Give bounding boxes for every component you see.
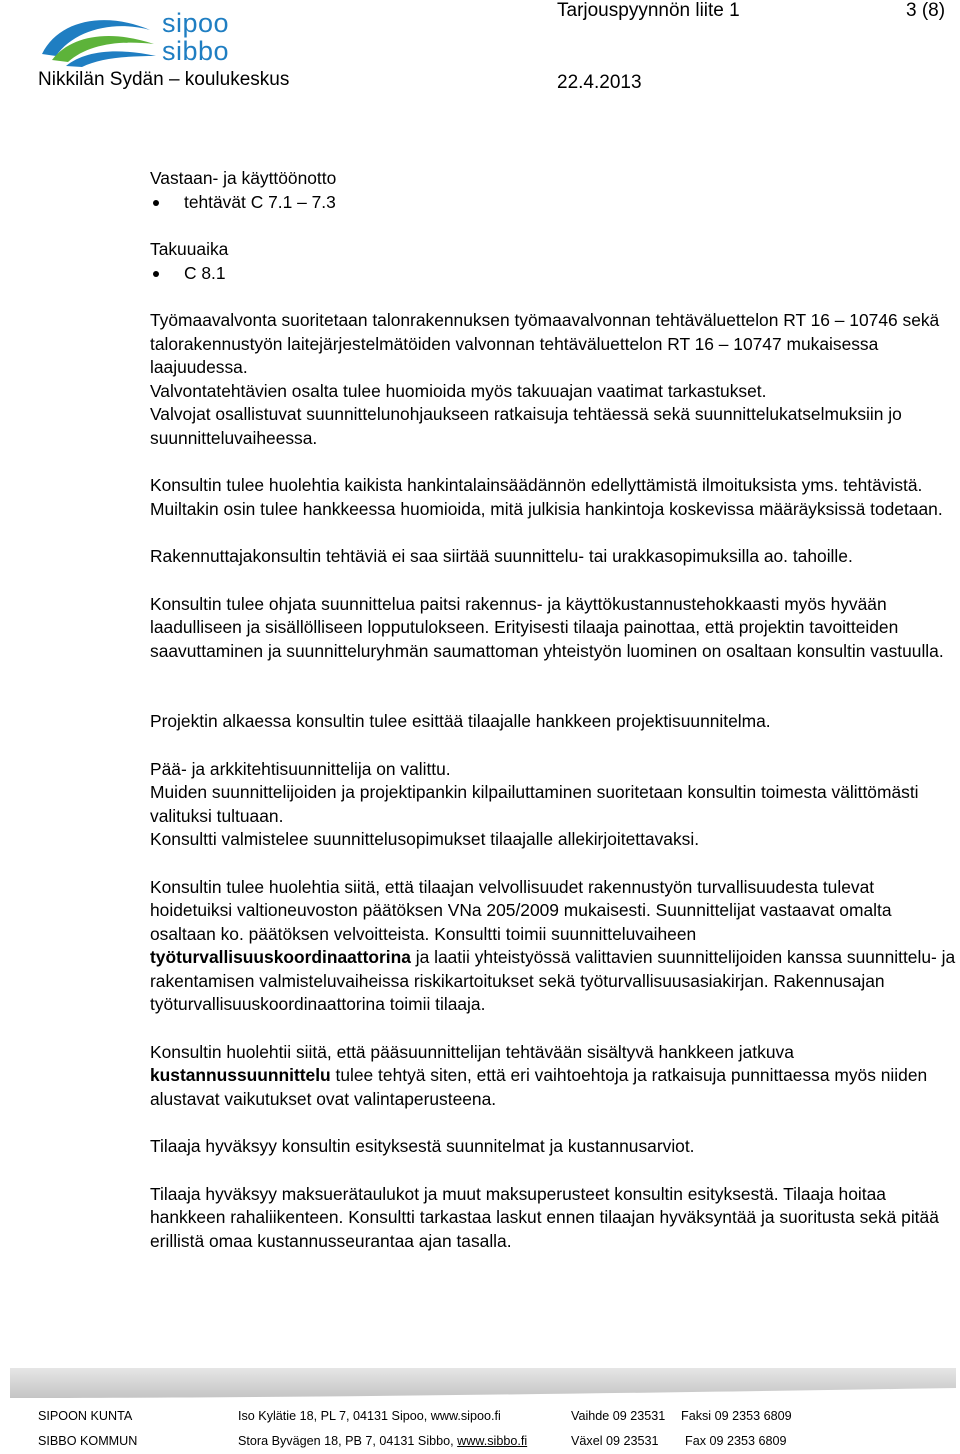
footer-name-sv: SIBBO KOMMUN xyxy=(38,1434,138,1448)
paragraph-paasuunnittelija: Pää- ja arkkitehtisuunnittelija on valittu. xyxy=(150,758,451,779)
bullet-list-takuuaika xyxy=(150,262,956,286)
bold-term: työturvallisuuskoordinaattorina xyxy=(150,947,411,967)
bullet-item: C 8.1 xyxy=(150,262,956,286)
paragraph-siirto: Rakennuttajakonsultin tehtäviä ei saa siirtää suunnittelu- tai urakkasopimuksilla ao. tahoille. xyxy=(150,546,853,566)
footer-fax-fi: Faksi 09 2353 6809 xyxy=(681,1409,792,1423)
text-run: ja laatii yhteistyössä valittavien suunnittelijoiden kanssa suunnittelu- ja rakentamisen valmisteluvaiheissa riskikartoitukset sekä työturvallisuusasiakirjan. Rakennusajan työturvallisuuskoordinaattorina toimii tilaaja. xyxy=(150,947,956,1014)
project-name: Nikkilän Sydän – koulukeskus xyxy=(38,69,290,90)
text-run: Konsultin huolehtii siitä, että pääsuunnittelijan tehtävään sisältyvä hankkeen jatkuva xyxy=(150,1041,794,1062)
sipoo-sibbo-logo xyxy=(38,6,238,68)
page-number: 3 (8) xyxy=(906,0,946,21)
text-run: Konsultin tulee huolehtia siitä, että tilaajan velvollisuudet rakennustyön turvallisuudesta tulevat hoidetuiksi valtioneuvoston päätöksen VNa 205/2009 mukaisesti. Suunnittelijat vastaavat omalta osaltaan ko. päätöksen velvoitteista. Konsultti toimii suunnitteluvaiheen xyxy=(150,876,892,944)
heading-takuuaika: Takuuaika xyxy=(150,239,229,259)
document-date: 22.4.2013 xyxy=(557,72,642,93)
paragraph-valvojat: Valvojat osallistuvat suunnittelunohjaukseen ratkaisuja tehtäessä sekä suunnittelukatselmuksiin jo suunnitteluvaiheessa. xyxy=(150,404,902,448)
paragraph-ohjaus: Konsultin tulee ohjata suunnittelua paitsi rakennus- ja käyttökustannustehokkaasti myös hyvään laadulliseen ja sisällölliseen lopputulokseen. Erityisesti tilaaja painottaa, että projektin tavoitteiden saavuttaminen ja suunnitteluryhmän saumattoman yhteistyön luominen on osaltaan konsultin vastuulla. xyxy=(150,593,944,661)
text-run: tulee tehtyä siten, että eri vaihtoehtoja ja ratkaisuja punnittaessa myös niiden alustavat vaikutukset ovat valintaperusteena. xyxy=(150,1065,928,1109)
paragraph-hankintalaki: Konsultin tulee huolehtia kaikista hankintalainsäädännön edellyttämistä ilmoituksista yms. tehtävistä. Muiltakin osin tulee hankkeessa huomioida, mitä julkisia hankintoja koskevissa määräyksissä todetaan. xyxy=(150,475,943,519)
footer-address-text: Stora Byvägen 18, PB 7, 04131 Sibbo, xyxy=(238,1434,458,1448)
logo-text-sipoo: sipoo xyxy=(162,8,230,38)
logo-text-sibbo: sibbo xyxy=(162,36,230,66)
document-title: Tarjouspyynnön liite 1 xyxy=(557,0,740,21)
bullet-item: tehtävät C 7.1 – 7.3 xyxy=(150,191,956,215)
footer-phone-sv: Växel 09 23531 xyxy=(571,1434,659,1448)
logo-swoosh-icon xyxy=(38,10,160,68)
footer-address-sv xyxy=(238,1434,527,1449)
footer-fax-sv: Fax 09 2353 6809 xyxy=(685,1434,787,1448)
footer-website-link[interactable]: www.sibbo.fi xyxy=(457,1434,528,1448)
paragraph-kustannussuunnittelu xyxy=(150,1041,956,1112)
paragraph-maksuerat: Tilaaja hyväksyy maksuerätaulukot ja muut maksuperusteet konsultin esityksestä. Tilaaja hoitaa hankkeen rahaliikenteen. Konsultti tarkastaa laskut ennen tilaajan hyväksyntää ja suoritusta sekä pitää erillistä omaa kustannusseurantaa ajan tasalla. xyxy=(150,1183,939,1251)
bullet-list-vastaanotto xyxy=(150,191,956,215)
paragraph-valvontatehtavat: Valvontatehtävien osalta tulee huomioida myös takuuajan vaatimat tarkastukset. xyxy=(150,380,767,401)
paragraph-kilpailutus: Muiden suunnittelijoiden ja projektipankin kilpailuttaminen suoritetaan konsultin toimesta välittömästi valituksi tultuaan. xyxy=(150,782,919,826)
heading-vastaanotto: Vastaan- ja käyttöönotto xyxy=(150,168,337,188)
paragraph-turvallisuus xyxy=(150,876,956,1017)
paragraph-hyvaksynta: Tilaaja hyväksyy konsultin esityksestä suunnitelmat ja kustannusarviot. xyxy=(150,1136,695,1156)
paragraph-sopimukset: Konsultti valmistelee suunnittelusopimukset tilaajalle allekirjoitettavaksi. xyxy=(150,829,700,849)
paragraph-tyomaavalvonta: Työmaavalvonta suoritetaan talonrakennuksen työmaavalvonnan tehtäväluettelon RT 16 – 10746 sekä talorakennustyön laitejärjestelmätöiden valvonnan tehtäväluettelon RT 16 – 10747 mukaisessa laajuudessa. xyxy=(150,310,940,377)
footer-phone-fi: Vaihde 09 23531 xyxy=(571,1409,666,1423)
paragraph-projektisuunnitelma: Projektin alkaessa konsultin tulee esittää tilaajalle hankkeen projektisuunnitelma. xyxy=(150,711,771,731)
bold-term: kustannussuunnittelu xyxy=(150,1065,331,1085)
footer-name-fi: SIPOON KUNTA xyxy=(38,1409,133,1423)
document-body xyxy=(150,167,956,1253)
footer-address-fi: Iso Kylätie 18, PL 7, 04131 Sipoo, www.sipoo.fi xyxy=(238,1409,501,1423)
footer-decorative-bar xyxy=(10,1368,956,1398)
